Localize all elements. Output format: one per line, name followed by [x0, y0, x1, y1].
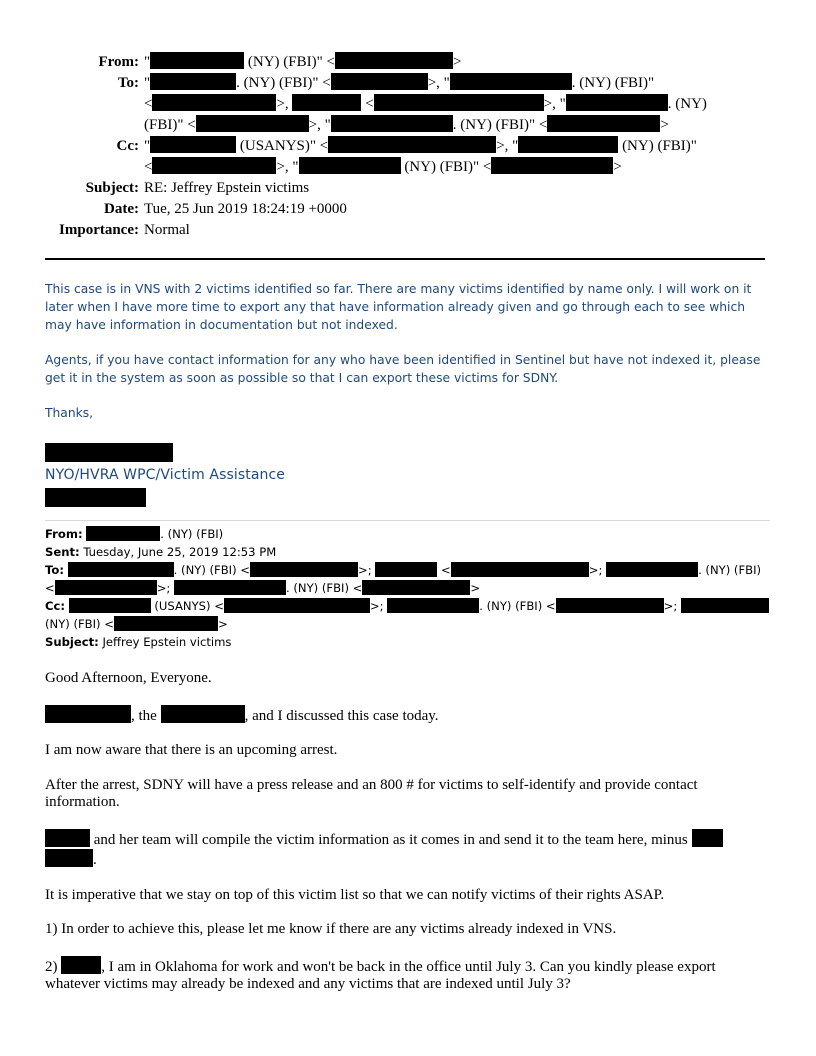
importance-value: Normal: [144, 222, 190, 238]
forward-divider: [45, 520, 770, 521]
redaction-box: [331, 115, 453, 132]
redaction-box: [152, 94, 276, 111]
redaction-box: [375, 562, 437, 577]
redaction-box: [114, 616, 218, 631]
redaction-box: [150, 52, 244, 69]
fwd-cc-row-cont: (NY) (FBI) < >: [45, 617, 228, 631]
redaction-box: [491, 157, 613, 174]
reply-paragraph: This case is in VNS with 2 victims identified so far. There are many victims identified by name only. I will work on it later when I have more time to export any that have information already given and go through each to see which may have information in documentation but not indexed.: [45, 282, 752, 332]
redaction-box: [387, 598, 479, 613]
signature-name-redaction: [45, 443, 173, 462]
redaction-box: [362, 580, 470, 595]
redaction-box: [335, 52, 453, 69]
header-divider: [45, 258, 765, 260]
redaction-box: [55, 580, 157, 595]
fwd-from-row: From: . (NY) (FBI): [45, 527, 224, 541]
redaction-box: [68, 562, 174, 577]
email-header: [0, 52, 816, 241]
orig-paragraph: 2) , I am in Oklahoma for work and won't be back in the office until July 3. Can you kindly please export whatever victims may already be indexed and any victims that are indexed until July 3?: [45, 956, 770, 994]
redaction-box: [61, 956, 101, 974]
fwd-sent-row: Sent: Tuesday, June 25, 2019 12:53 PM: [45, 545, 277, 559]
redaction-box: [45, 705, 131, 723]
original-body: [45, 670, 770, 1011]
signature-title: NYO/HVRA WPC/Victim Assistance: [45, 467, 285, 483]
redaction-box: [328, 136, 496, 153]
cc-label: Cc:: [116, 138, 139, 154]
redaction-box: [451, 562, 589, 577]
signature: [45, 443, 285, 507]
redaction-box: [374, 94, 544, 111]
redaction-box: [150, 136, 236, 153]
redaction-box: [566, 94, 668, 111]
redaction-box: [518, 136, 618, 153]
fwd-subject-row: Subject: Jeffrey Epstein victims: [45, 635, 232, 649]
subject-value: RE: Jeffrey Epstein victims: [144, 180, 310, 196]
redaction-box: [174, 580, 286, 595]
redaction-box: [224, 598, 370, 613]
date-value: Tue, 25 Jun 2019 18:24:19 +0000: [144, 201, 347, 217]
header-to-row: To: " . (NY) (FBI)" < >, " . (NY) (FBI)" < >, < >, " . (NY) (FBI)" < >, " . (NY) (FBI)" < >: [0, 73, 816, 136]
date-label: Date:: [104, 201, 139, 217]
importance-label: Importance:: [59, 222, 139, 238]
orig-paragraph: , the , and I discussed this case today.: [45, 705, 770, 726]
fwd-to-row-cont: < >; . (NY) (FBI) < >: [45, 581, 481, 595]
fwd-to-row: To: . (NY) (FBI) < >; < >; . (NY) (FBI): [45, 563, 762, 577]
header-from-row: From: " (NY) (FBI)" < >: [0, 52, 816, 73]
redaction-box: [681, 598, 769, 613]
redaction-box: [450, 73, 572, 90]
orig-paragraph: 1) In order to achieve this, please let me know if there are any victims already indexed in VNS.: [45, 921, 617, 937]
signature-extra-redaction: [45, 488, 146, 507]
reply-thanks: Thanks,: [45, 406, 94, 420]
header-cc-row: Cc: " (USANYS)" < >, " (NY) (FBI)" < >, " (NY) (FBI)" < >: [0, 136, 816, 178]
redaction-box: [152, 157, 276, 174]
orig-paragraph: It is imperative that we stay on top of this victim list so that we can notify victims of their rights ASAP.: [45, 886, 665, 903]
redaction-box: [69, 598, 151, 613]
orig-paragraph: I am now aware that there is an upcoming arrest.: [45, 742, 338, 758]
redaction-box: [331, 73, 428, 90]
header-importance-row: [0, 220, 816, 241]
redaction-box: [86, 526, 160, 541]
redaction-box: [547, 115, 660, 132]
orig-paragraph: Good Afternoon, Everyone.: [45, 670, 212, 686]
subject-label: Subject:: [85, 180, 139, 196]
redaction-box: [150, 73, 236, 90]
to-label: To:: [117, 75, 139, 91]
from-label: From:: [98, 54, 139, 70]
redaction-box: [45, 849, 93, 867]
header-subject-row: [0, 178, 816, 199]
redaction-box: [692, 829, 723, 847]
header-date-row: [0, 199, 816, 220]
redaction-box: [45, 829, 90, 847]
reply-body: [45, 280, 770, 439]
redaction-box: [250, 562, 358, 577]
redaction-box: [299, 157, 401, 174]
forwarded-header: [45, 525, 770, 651]
redaction-box: [556, 598, 664, 613]
redaction-box: [196, 115, 309, 132]
redaction-box: [606, 562, 698, 577]
orig-paragraph: After the arrest, SDNY will have a press release and an 800 # for victims to self-identify and provide contact information.: [45, 776, 698, 810]
orig-paragraph: and her team will compile the victim information as it comes in and send it to the team here, minus .: [45, 829, 770, 870]
redaction-box: [161, 705, 245, 723]
fwd-cc-row: Cc: (USANYS) < >; . (NY) (FBI) < >;: [45, 597, 770, 615]
reply-paragraph: Agents, if you have contact information for any who have been identified in Sentinel but have not indexed it, please get it in the system as soon as possible so that I can export these victims for SDNY.: [45, 353, 761, 385]
redaction-box: [292, 94, 361, 111]
